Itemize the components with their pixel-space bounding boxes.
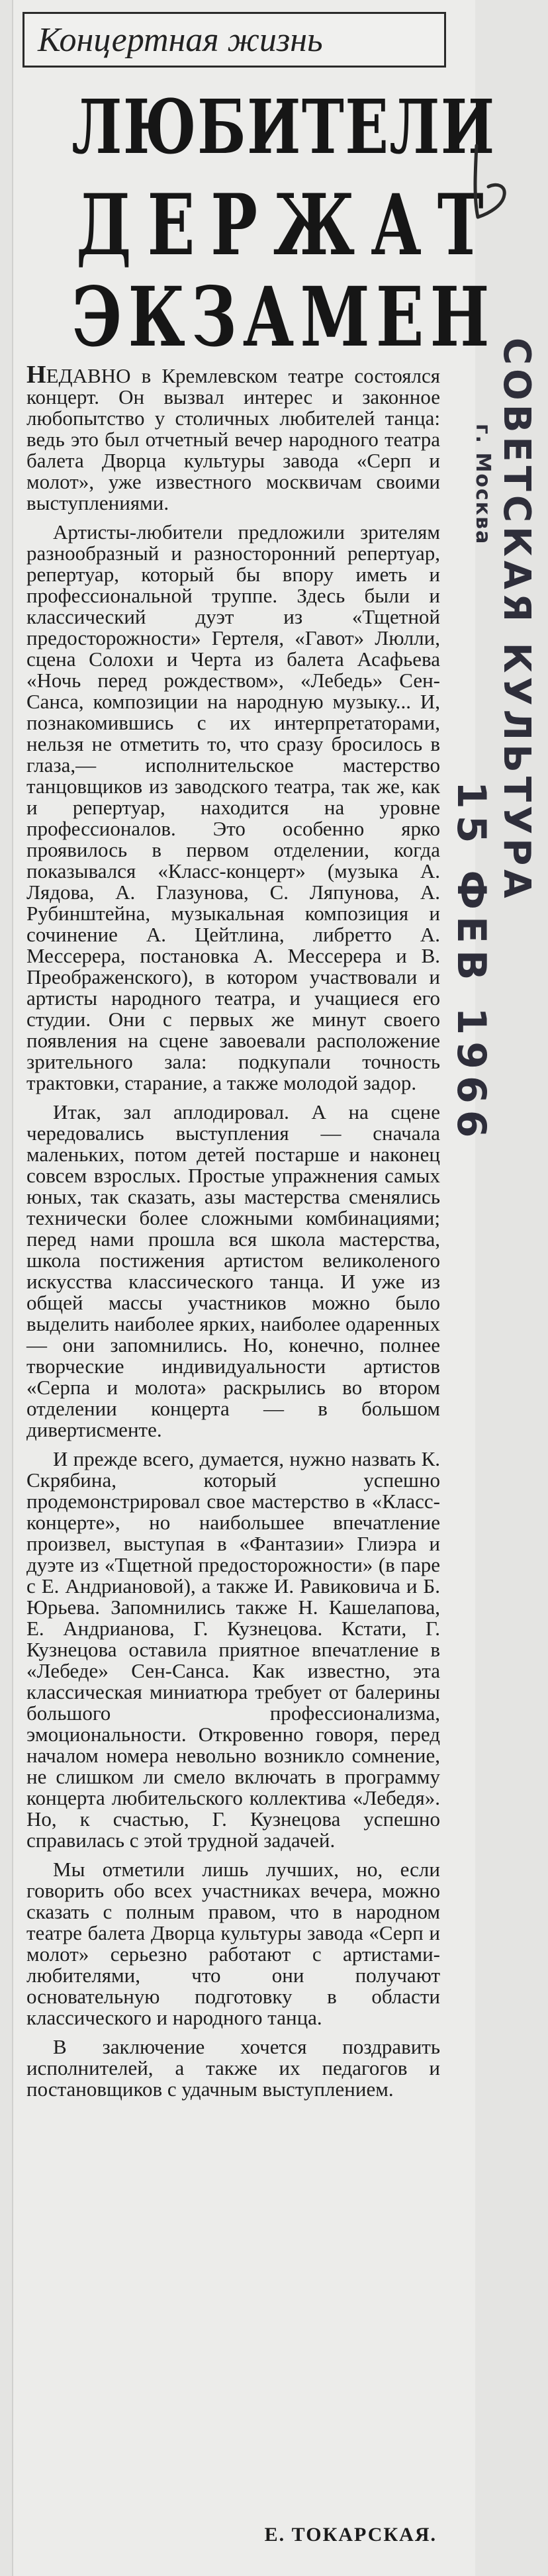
headline-line-1: ЛЮБИТЕЛИ	[71, 84, 496, 171]
article-body	[26, 361, 440, 2108]
paragraph-1-text: ЕДАВНО в Кремлевском театре состоялся концерт. Он вызвал интерес и законное любопытство у столичных любителей танца: ведь это был отчетный вечер народного театра балета Дворца культуры завода «Серп и молот», уже известного москвичам своими выступлениями.	[26, 364, 440, 514]
rubric-box	[23, 12, 446, 68]
paragraph-5: Мы отметили лишь лучших, но, если говорить обо всех участниках вечера, можно сказать с полным правом, что в народном театре балета Дворца культуры завода «Серп и молот» серьезно работают с артистами-любителями, что они получают основательную подготовку в области классического и народного танца.	[26, 1858, 440, 2029]
paragraph-3: Итак, зал аплодировал. А на сцене чередовались выступления — сначала маленьких, потом детей постарше и наконец совсем взрослых. Простые упражнения самых юных, так сказать, азы мастерства сменялись технически более сложными комбинациями; перед нами прошла вся школа мастерства, школа постижения артистом великоленого искусства классического танца. И уже из общей массы участников можно было выделить наиболее ярких, наиболее одаренных — они запомнились. Но, конечно, полнее творческие индивидуальности артистов «Серпа и молота» раскрылись во втором отделении концерта — в большом дивертисменте.	[26, 1100, 440, 1441]
paragraph-2: Артисты-любители предложили зрителям разнообразный и разносторонний репертуар, репертуар, который бы впору иметь и профессиональной труппе. Здесь были и классический дуэт из «Тщетной предосторожности» Гертеля, «Гавот» Люлли, сцена Солохи и Черта из балета Асафьева «Ночь перед рождеством», «Лебедь» Сен-Санса, композиции на народную музыку... И, познакомившись с их интерпретаторами, нельзя не отметить то, что сразу бросилось в глаза,— исполнительское мастерство танцовщиков из заводского театра, так же, как и репертуар, находится на уровне профессионалов. Это особенно ярко проявилось в первом отделении, когда показывался «Класс-концерт» (музыка А. Лядова, А. Глазунова, С. Ляпунова, А. Рубинштейна, музыкальная композиция и сочинение А. Цейтлина, либретто А. Мессерера, постановка А. Мессерера и В. Преображенского), в котором участвовали и артисты народного театра, и учащиеся его студии. Они с первых же минут своего появления на сцене завоевали расположение зрительного зала: подкупали точность трактовки, старание, а также молодой задор.	[26, 520, 440, 1094]
headline-line-3: ЭКЗАМЕН	[71, 269, 496, 365]
stamp-city: г. Москва	[471, 424, 494, 546]
rubric-label: Концертная жизнь	[38, 21, 323, 59]
date-stamp	[448, 324, 539, 1145]
author-signature: Е. ТОКАРСКАЯ.	[264, 2524, 437, 2546]
headline-line-2: ДЕРЖАТ	[76, 176, 500, 274]
stamp-date: 15 ФЕВ 1966	[448, 781, 494, 1145]
paragraph-1	[26, 361, 440, 514]
left-edge	[12, 0, 13, 2576]
paragraph-4: И прежде всего, думается, нужно назвать К. Скрябина, который успешно продемонстрировал свое мастерство в «Класс-концерте», но наибольшее впечатление произвел, выступая в «Фантазии» Глиэра и дуэте из «Тщетной предосторожности» (в паре с Е. Андриановой), а также И. Равиковича и Б. Юрьева. Запомнились также Н. Кашелапова, Е. Андрианова, Г. Кузнецова. Кстати, Г. Кузнецова оставила приятное впечатление в «Лебеде» Сен-Санса. Как известно, эта классическая миниатюра требует от балерины большого профессионализма, эмоциональности. Откровенно говоря, перед началом номера невольно возникло сомнение, не слишком ли смело включать в программу концерта любительского коллектива «Лебедя». Но, к счастью, Г. Кузнецова успешно справилась с этой трудной задачей.	[26, 1447, 440, 1852]
stamp-newspaper-name: СОВЕТСКАЯ КУЛЬТУРА	[495, 338, 538, 902]
handwritten-mark-icon	[463, 139, 536, 225]
drop-cap: Н	[26, 361, 46, 389]
paragraph-6: В заключение хочется поздравить исполнителей, а также их педагогов и постановщиков с удачным выступлением.	[26, 2035, 440, 2101]
